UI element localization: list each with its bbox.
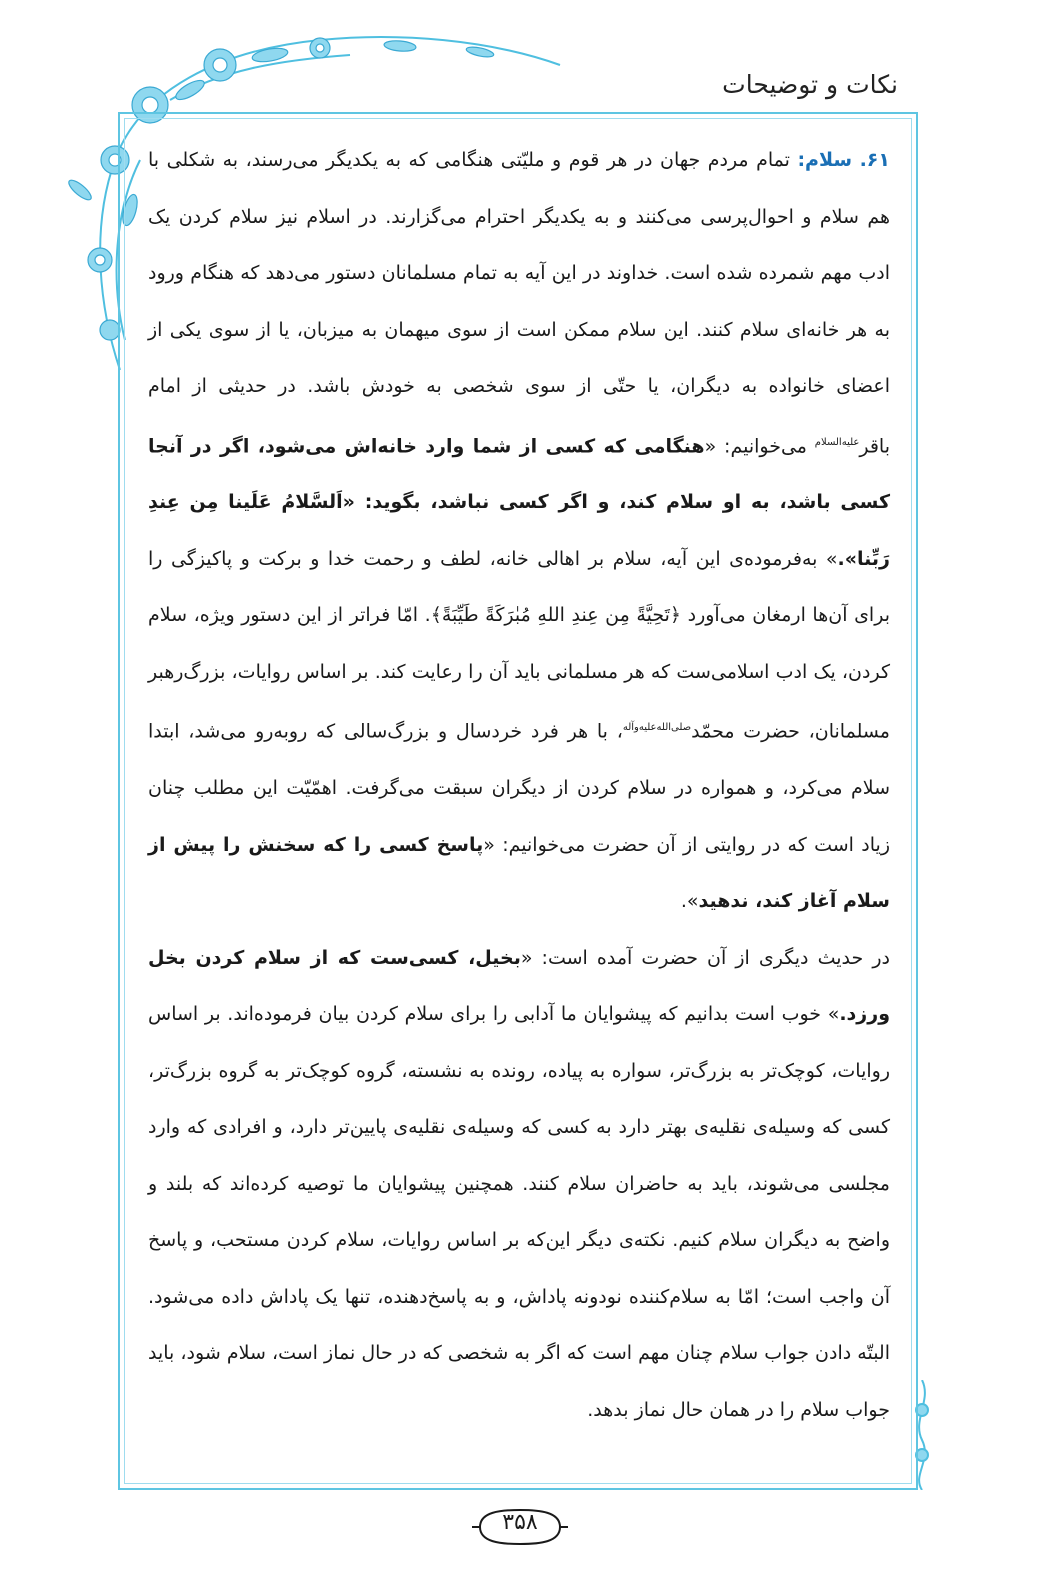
text-run: می‌خوانیم: « xyxy=(704,434,815,457)
note-term: سلام: xyxy=(797,149,853,171)
note-number: ۶۱. xyxy=(859,149,890,171)
quran-verse: ﴿تَحِیَّةً مِن عِندِ اللهِ مُبٰرَکَةً طَیِّبَةً﴾ xyxy=(430,604,682,627)
quote-hadith-1: هنگامی که کسی از شما وارد خانه‌اش می‌شود، اگر در آنجا کسی باشد، به او سلام کند، و اگر کسی نباشد، بگوید: «اَلسَّلامُ عَلَینا مِن عِندِ رَبِّنا». xyxy=(148,434,890,570)
section-title: نکات و توضیحات xyxy=(722,70,898,99)
quote-hadith-3: بخیل، کسی‌ست که از سلام کردن بخل ورزد. xyxy=(148,946,890,1026)
paragraph-2 xyxy=(148,930,890,1439)
text-run: ». xyxy=(680,890,699,913)
text-run: ، با هر فرد خردسال و بزرگ‌سالی که روبه‌رو می‌شد، ابتدا سلام می‌کرد، و همواره در سلام کردن از دیگران سبقت می‌گرفت. اهمّیّت این مطلب چنان زیاد است که در روایتی از آن حضرت می‌خوانیم: « xyxy=(148,720,890,856)
honorific-baqir: علیه‌السلام xyxy=(814,436,860,448)
paragraph-1 xyxy=(148,132,890,930)
note-body xyxy=(148,132,890,1438)
quote-hadith-2: پاسخ کسی را که سخنش را پیش از سلام آغاز کند، ندهید xyxy=(148,833,890,913)
text-run: » به‌فرموده‌ی این آیه، سلام بر اهالی خانه، لطف و رحمت خدا و برکت و پاکیزگی را برای آن‌ها ارمغان می‌آورد xyxy=(148,547,890,627)
text-run: » خوب است بدانیم که پیشوایان ما آدابی را برای سلام کردن بیان فرموده‌اند. بر اساس روایات، کوچک‌تر به بزرگ‌تر، سواره به پیاده، رونده به نشسته، گروه کوچک‌تر به گروه بزرگ‌تر، کسی که وسیله‌ی نقلیه‌ی بهتر دارد به کسی که وسیله‌ی نقلیه‌ی پایین‌تر دارد، و افرادی که وارد مجلسی می‌شوند، باید به حاضران سلام کنند. همچنین پیشوایان ما توصیه کرده‌اند که بلند و واضح به دیگران سلام کنیم. نکته‌ی دیگر این‌که بر اساس روایات، سلام کردن مستحب، و پاسخ آن واجب است؛ امّا به سلام‌کننده نودونه پاداش، و به پاسخ‌دهنده، تنها یک پاداش داده می‌شود. البتّه دادن جواب سلام چنان مهم است که اگر به شخصی که در حال نماز است، سلام شود، باید جواب سلام را در همان حال نماز بدهد. xyxy=(148,1003,890,1421)
honorific-prophet: صلی‌الله‌علیه‌وآله xyxy=(622,722,692,734)
page-number-text: ۳۵۸ xyxy=(502,1510,538,1535)
text-run: در حدیث دیگری از آن حضرت آمده است: « xyxy=(520,946,890,969)
text-run: . امّا فراتر از این دستور ویژه، سلام کردن، یک ادب اسلامی‌ست که هر مسلمانی باید آن را رعایت کند. بر اساس روایات، بزرگ‌رهبر مسلمانان، حضرت محمّد xyxy=(148,604,890,743)
text-run: تمام مردم جهان در هر قوم و ملیّتی هنگامی که به یکدیگر می‌رسند، به شکلی با هم سلام و احوال‌پرسی می‌کنند و به یکدیگر احترام می‌گزارند. در اسلام نیز سلام کردن یک ادب مهم شمرده شده است. خداوند در این آیه به تمام مسلمانان دستور می‌دهد که هنگام ورود به هر خانه‌ای سلام کنند. این سلام ممکن است از سوی میهمان به میزبان، یا از سوی یکی از اعضای خانواده به دیگران، یا حتّی از سوی شخصی به خودش باشد. در حدیثی از امام باقر xyxy=(148,149,891,457)
page-number xyxy=(470,1506,570,1548)
